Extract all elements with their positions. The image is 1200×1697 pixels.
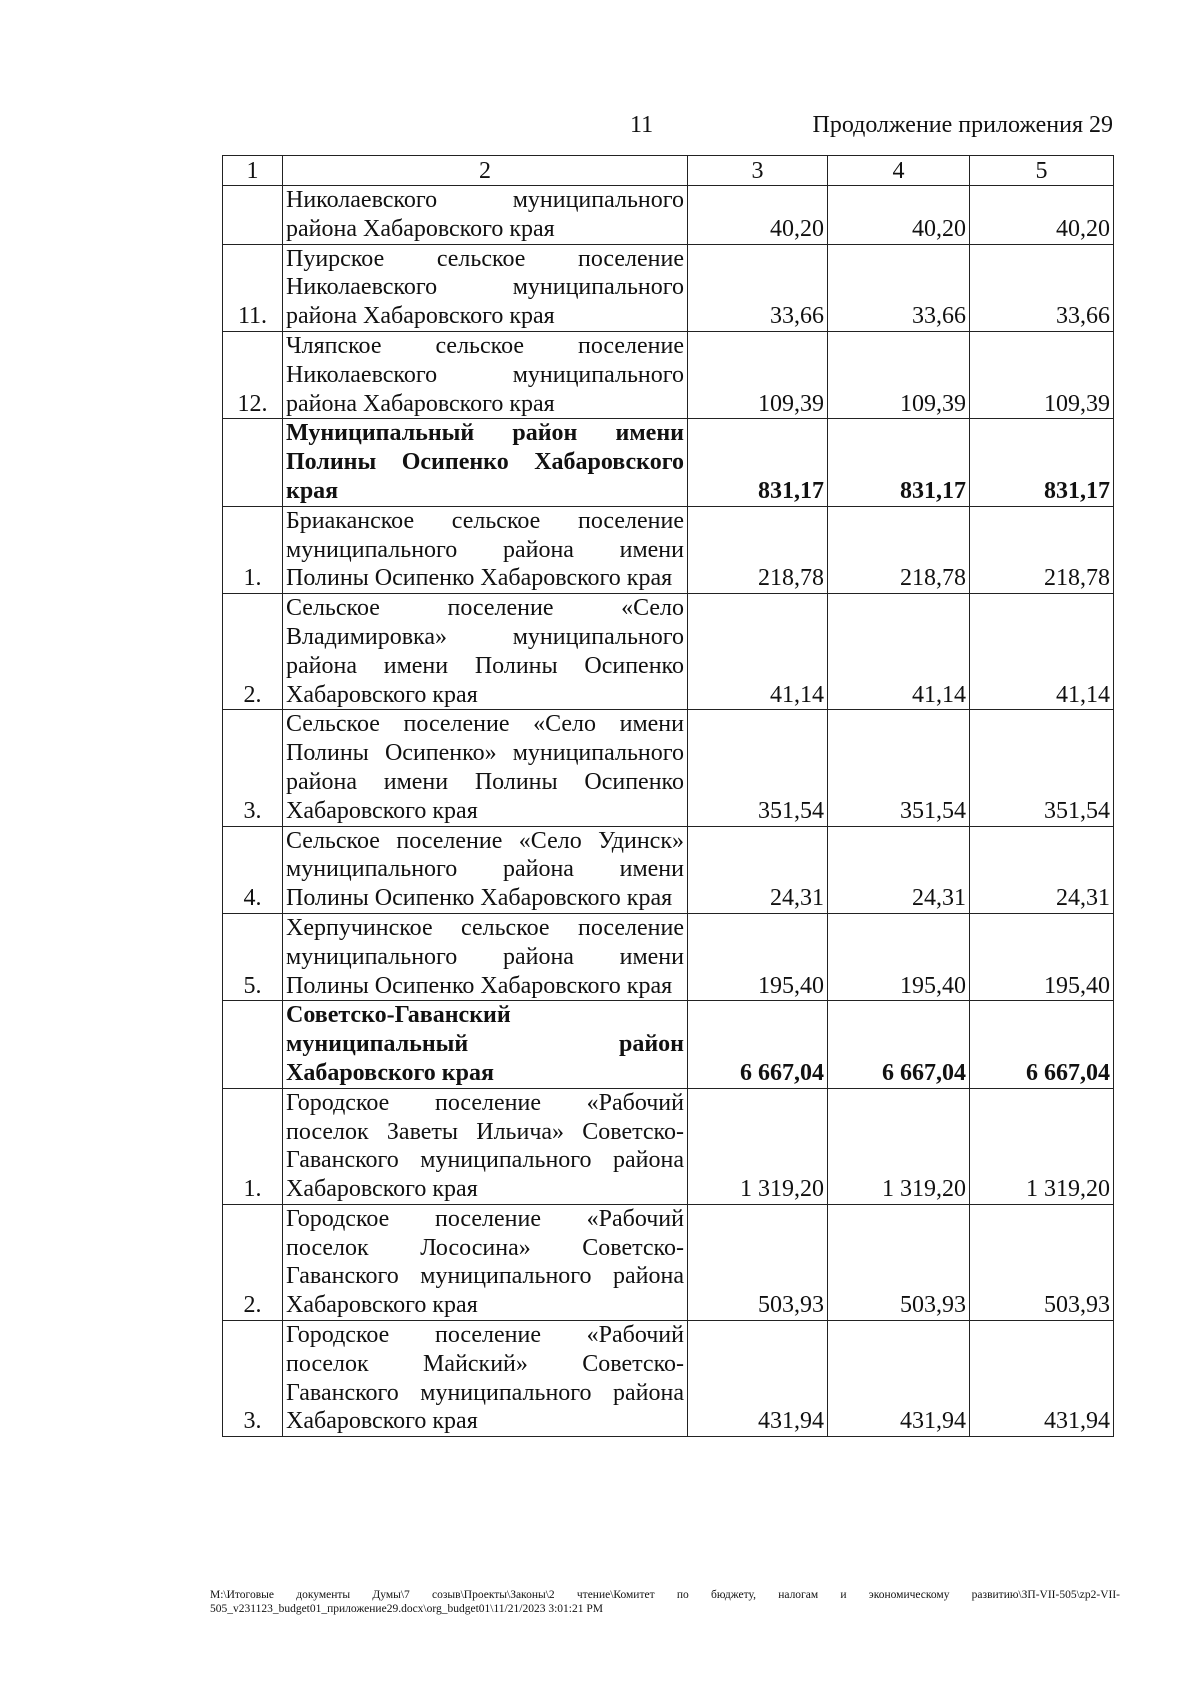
row-number: 1. bbox=[223, 1088, 283, 1204]
value-col-3: 40,20 bbox=[688, 186, 828, 245]
row-number: 2. bbox=[223, 594, 283, 710]
row-name: Сельское поселение «Село Владимировка» муниципального района имени Полины Осипенко Хабаровского края bbox=[283, 594, 688, 710]
row-name: Городское поселение «Рабочий поселок Лососина» Советско-Гаванского муниципального района Хабаровского края bbox=[283, 1204, 688, 1320]
value-col-3: 41,14 bbox=[688, 594, 828, 710]
value-col-4: 218,78 bbox=[828, 506, 970, 593]
table-row bbox=[223, 1088, 1114, 1204]
value-col-3: 33,66 bbox=[688, 244, 828, 331]
page-number: 11 bbox=[630, 112, 654, 138]
row-number: 12. bbox=[223, 331, 283, 418]
row-number bbox=[223, 186, 283, 245]
value-col-5: 40,20 bbox=[970, 186, 1114, 245]
table-row bbox=[223, 244, 1114, 331]
table-row bbox=[223, 1321, 1114, 1437]
value-col-5: 6 667,04 bbox=[970, 1001, 1114, 1088]
row-number: 4. bbox=[223, 826, 283, 913]
row-name: Муниципальный район имени Полины Осипенко Хабаровского края bbox=[283, 419, 688, 506]
value-col-4: 351,54 bbox=[828, 710, 970, 826]
value-col-5: 109,39 bbox=[970, 331, 1114, 418]
table-row bbox=[223, 826, 1114, 913]
row-name: Сельское поселение «Село Удинск» муниципального района имени Полины Осипенко Хабаровского края bbox=[283, 826, 688, 913]
value-col-3: 6 667,04 bbox=[688, 1001, 828, 1088]
column-header: 5 bbox=[970, 156, 1114, 186]
value-col-5: 24,31 bbox=[970, 826, 1114, 913]
value-col-3: 431,94 bbox=[688, 1321, 828, 1437]
table-row bbox=[223, 594, 1114, 710]
value-col-5: 218,78 bbox=[970, 506, 1114, 593]
value-col-3: 351,54 bbox=[688, 710, 828, 826]
row-name: Чляпское сельское поселение Николаевского муниципального района Хабаровского края bbox=[283, 331, 688, 418]
column-header: 2 bbox=[283, 156, 688, 186]
value-col-5: 195,40 bbox=[970, 913, 1114, 1000]
row-number bbox=[223, 1001, 283, 1088]
value-col-5: 33,66 bbox=[970, 244, 1114, 331]
table-row bbox=[223, 1204, 1114, 1320]
value-col-5: 41,14 bbox=[970, 594, 1114, 710]
value-col-3: 218,78 bbox=[688, 506, 828, 593]
row-number bbox=[223, 419, 283, 506]
value-col-3: 24,31 bbox=[688, 826, 828, 913]
row-name: Городское поселение «Рабочий поселок Заветы Ильича» Советско-Гаванского муниципального района Хабаровского края bbox=[283, 1088, 688, 1204]
table-row bbox=[223, 710, 1114, 826]
value-col-4: 6 667,04 bbox=[828, 1001, 970, 1088]
value-col-5: 351,54 bbox=[970, 710, 1114, 826]
value-col-5: 831,17 bbox=[970, 419, 1114, 506]
table-row-district-total bbox=[223, 419, 1114, 506]
row-name: Советско-Гаванский муниципальный район Хабаровского края bbox=[283, 1001, 688, 1088]
footer-file-path: M:\Итоговые документы Думы\7 созыв\Проекты\Законы\2 чтение\Комитет по бюджету, налогам и экономическому развитию\ЗП-VII-505\zp2-VII-505_v231123_budget01_приложение29.docx\org_budget01\11/21/2023 3:01:21 PM bbox=[210, 1589, 1120, 1615]
row-name: Херпучинское сельское поселение муниципального района имени Полины Осипенко Хабаровского края bbox=[283, 913, 688, 1000]
table-row bbox=[223, 186, 1114, 245]
row-number: 3. bbox=[223, 710, 283, 826]
row-number: 2. bbox=[223, 1204, 283, 1320]
value-col-3: 1 319,20 bbox=[688, 1088, 828, 1204]
value-col-5: 1 319,20 bbox=[970, 1088, 1114, 1204]
row-number: 5. bbox=[223, 913, 283, 1000]
value-col-4: 33,66 bbox=[828, 244, 970, 331]
table-row bbox=[223, 506, 1114, 593]
row-name: Городское поселение «Рабочий поселок Майский» Советско-Гаванского муниципального района Хабаровского края bbox=[283, 1321, 688, 1437]
table-row-district-total bbox=[223, 1001, 1114, 1088]
value-col-4: 1 319,20 bbox=[828, 1088, 970, 1204]
value-col-4: 41,14 bbox=[828, 594, 970, 710]
value-col-4: 109,39 bbox=[828, 331, 970, 418]
header-row bbox=[223, 156, 1114, 186]
row-number: 11. bbox=[223, 244, 283, 331]
column-header: 4 bbox=[828, 156, 970, 186]
row-name: Сельское поселение «Село имени Полины Осипенко» муниципального района имени Полины Осипенко Хабаровского края bbox=[283, 710, 688, 826]
value-col-5: 503,93 bbox=[970, 1204, 1114, 1320]
row-number: 3. bbox=[223, 1321, 283, 1437]
column-header: 1 bbox=[223, 156, 283, 186]
column-header: 3 bbox=[688, 156, 828, 186]
value-col-3: 503,93 bbox=[688, 1204, 828, 1320]
table-body bbox=[223, 186, 1114, 1437]
continuation-label: Продолжение приложения 29 bbox=[812, 112, 1113, 138]
value-col-5: 431,94 bbox=[970, 1321, 1114, 1437]
value-col-4: 40,20 bbox=[828, 186, 970, 245]
row-name: Пуирское сельское поселение Николаевского муниципального района Хабаровского края bbox=[283, 244, 688, 331]
table-row bbox=[223, 913, 1114, 1000]
value-col-4: 431,94 bbox=[828, 1321, 970, 1437]
budget-table bbox=[222, 155, 1114, 1437]
value-col-4: 24,31 bbox=[828, 826, 970, 913]
value-col-3: 195,40 bbox=[688, 913, 828, 1000]
value-col-3: 831,17 bbox=[688, 419, 828, 506]
row-number: 1. bbox=[223, 506, 283, 593]
value-col-4: 831,17 bbox=[828, 419, 970, 506]
table-row bbox=[223, 331, 1114, 418]
value-col-4: 503,93 bbox=[828, 1204, 970, 1320]
value-col-3: 109,39 bbox=[688, 331, 828, 418]
value-col-4: 195,40 bbox=[828, 913, 970, 1000]
row-name: Бриаканское сельское поселение муниципального района имени Полины Осипенко Хабаровского края bbox=[283, 506, 688, 593]
row-name: Николаевского муниципального района Хабаровского края bbox=[283, 186, 688, 245]
